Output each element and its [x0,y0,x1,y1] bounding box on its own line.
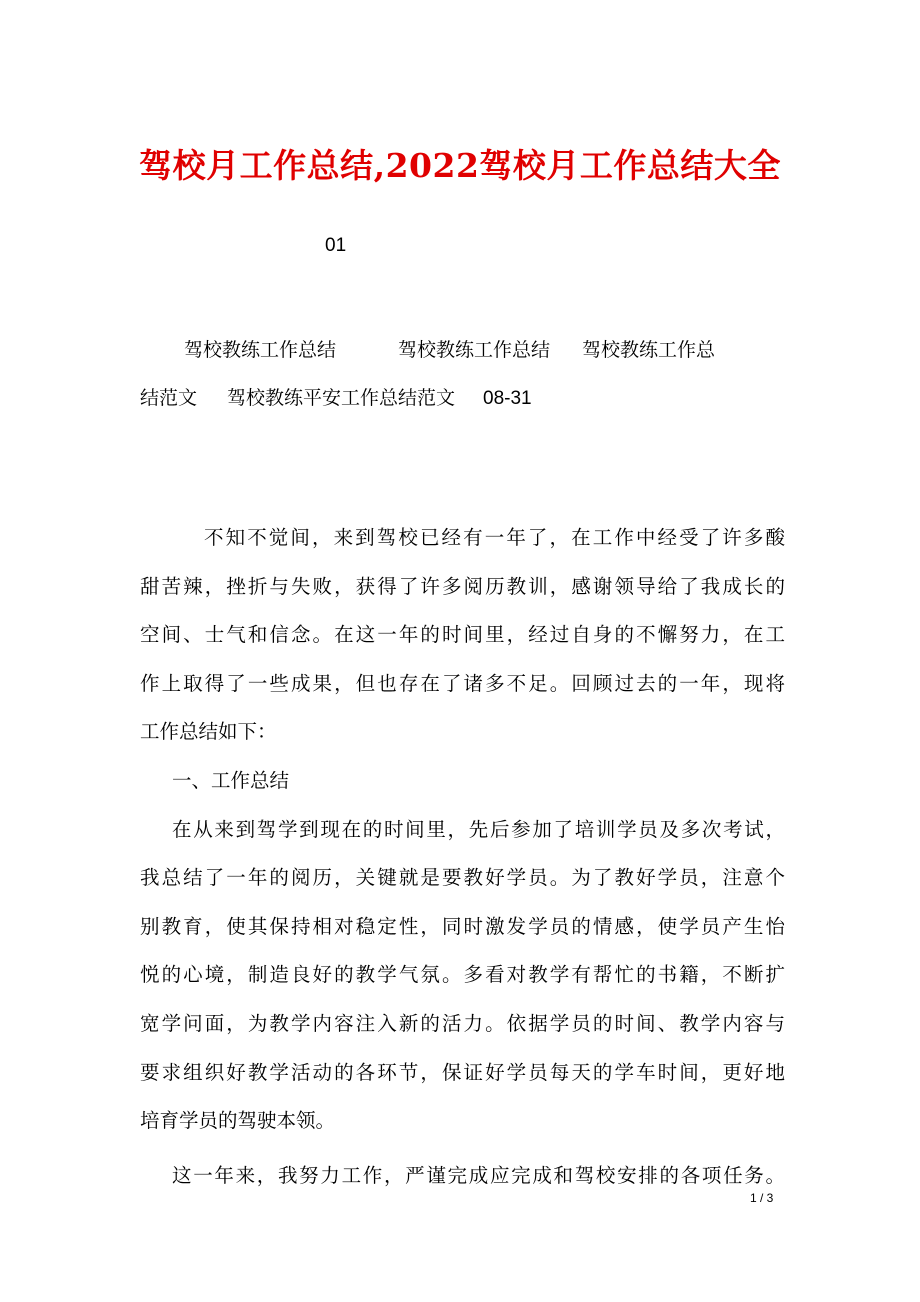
related-line-1 [140,326,785,374]
paragraph-2-line: 悦的心境，制造良好的教学气氛。多看对教学有帮忙的书籍，不断扩 [140,963,785,987]
page-indicator: 1 / 3 [750,1191,774,1205]
related-link-3-cont[interactable]: 结范文 [140,387,198,409]
section-number: 01 [325,235,347,256]
related-date: 08-31 [483,388,532,409]
paragraph-2-line: 宽学问面，为教学内容注入新的活力。依据学员的时间、教学内容与 [140,1011,785,1035]
related-link-3[interactable]: 驾校教练工作总 [582,339,716,361]
paragraph-3-line: 这一年来，我努力工作，严谨完成应完成和驾校安排的各项任务。 [172,1163,785,1187]
paragraph-2-line: 在从来到驾学到现在的时间里，先后参加了培训学员及多次考试， [172,817,785,841]
document-title: 驾校月工作总结,2022驾校月工作总结大全 [139,146,781,185]
paragraph-1-line: 作上取得了一些成果，但也存在了诸多不足。回顾过去的一年，现将 [140,671,785,695]
section-heading: 一、工作总结 [172,768,290,792]
paragraph-2-line: 培育学员的驾驶本领。 [140,1109,336,1133]
paragraph-2-line: 我总结了一年的阅历，关键就是要教好学员。为了教好学员，注意个 [140,866,785,890]
paragraph-1-line: 空间、士气和信念。在这一年的时间里，经过自身的不懈努力，在工 [140,623,785,647]
paragraph-1-line: 工作总结如下： [140,720,277,744]
related-articles [140,326,785,422]
related-link-2[interactable]: 驾校教练工作总结 [398,339,551,361]
related-line-2 [140,374,785,422]
paragraph-1-line: 不知不觉间，来到驾校已经有一年了，在工作中经受了许多酸 [204,526,785,549]
paragraph-2-line: 要求组织好教学活动的各环节，保证好学员每天的学车时间，更好地 [140,1060,785,1084]
related-link-4[interactable]: 驾校教练平安工作总结范文 [227,387,456,409]
related-link-1[interactable]: 驾校教练工作总结 [184,339,337,361]
document-body [140,514,785,1200]
paragraph-1-line: 甜苦辣，挫折与失败，获得了许多阅历教训，感谢领导给了我成长的 [140,574,785,598]
paragraph-2-line: 别教育，使其保持相对稳定性，同时激发学员的情感，使学员产生怡 [140,914,785,938]
